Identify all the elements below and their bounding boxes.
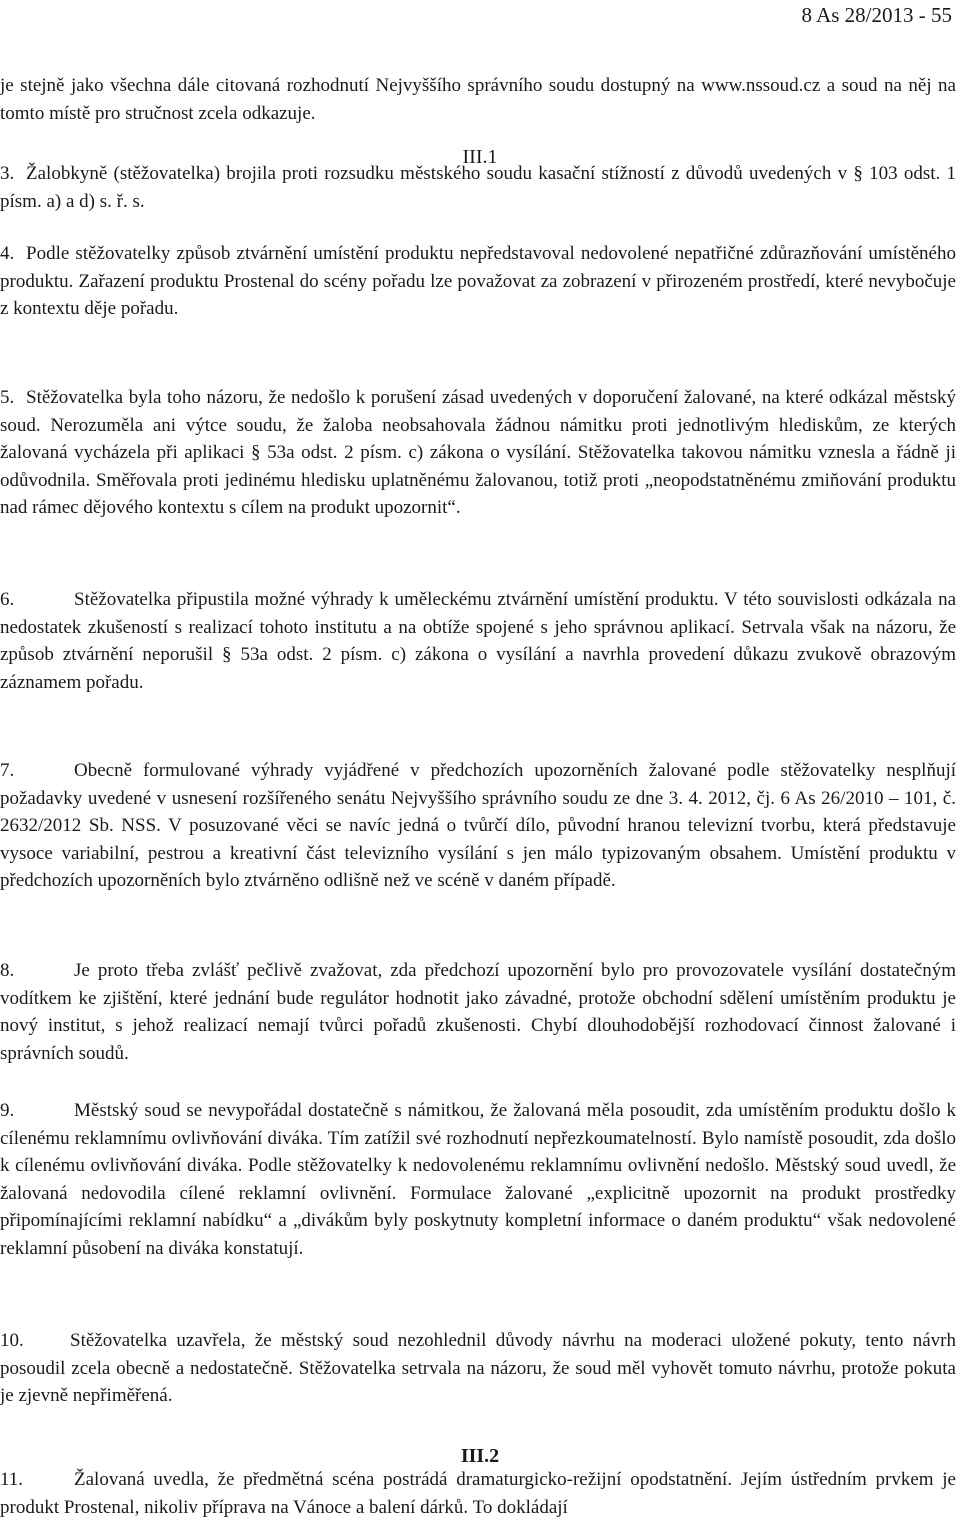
paragraph-10 bbox=[0, 1327, 956, 1410]
paragraph-number: 4. bbox=[0, 243, 15, 264]
paragraph-number: 10. bbox=[0, 1330, 24, 1351]
paragraph-number: 9. bbox=[0, 1100, 15, 1121]
paragraph-4 bbox=[0, 240, 956, 323]
paragraph-text: Stěžovatelka připustila možné výhrady k uměleckému ztvárnění umístění produktu. V této souvislosti odkázala na nedostatek zkušeností s realizací tohoto institutu a na obtíže spojené s jeho správnou aplikací. Setrvala však na názoru, že způsob ztvárnění neporušil § 53a odst. 2 písm. c) zákona o vysílání a navrhla provedení důkazu zvukově obrazovým záznamem pořadu. bbox=[0, 589, 956, 693]
paragraph-number: 5. bbox=[0, 387, 15, 408]
paragraph-text: Obecně formulované výhrady vyjádřené v předchozích upozorněních žalované podle stěžovatelky nesplňují požadavky uvedené v usnesení rozšířeného senátu Nejvyššího správního soudu ze dne 3. 4. 2012, čj. 6 As 26/2010 – 101, č. 2632/2012 Sb. NSS. V posuzované věci se navíc jedná o tvůrčí dílo, původní hranou televizní tvorbu, která představuje vysoce variabilní, pestrou a kreativní část televizního vysílání s jen málo typizovaným obsahem. Umístění produktu v předchozích upozorněních bylo ztvárněno odlišně než ve scéně v daném případě. bbox=[0, 760, 956, 891]
paragraph-8 bbox=[0, 957, 956, 1067]
case-reference: 8 As 28/2013 - 55 bbox=[801, 3, 952, 27]
paragraph-text: Je proto třeba zvlášť pečlivě zvažovat, zda předchozí upozornění bylo pro provozovatele vysílání dostatečným vodítkem ke zjištění, které jednání bude regulátor hodnotit jako závadné, protože obchodní sdělení umístěním produktu je nový institut, s jehož realizací nemají tvůrci pořadů zkušenosti. Chybí dlouhodobější rozhodovací činnost žalované i správních soudů. bbox=[0, 960, 956, 1064]
paragraph-text: Žalovaná uvedla, že předmětná scéna postrádá dramaturgicko-režijní opodstatnění. Jejím ústředním prvkem je produkt Prostenal, nikoliv příprava na Vánoce a balení dárků. To dokládají bbox=[0, 1469, 956, 1518]
paragraph-number: 8. bbox=[0, 960, 15, 981]
paragraph-number: 7. bbox=[0, 760, 15, 781]
paragraph-7 bbox=[0, 757, 956, 895]
paragraph-text: Žalobkyně (stěžovatelka) brojila proti rozsudku městského soudu kasační stížností z důvodů uvedených v § 103 odst. 1 písm. a) a d) s. ř. s. bbox=[0, 163, 956, 212]
intro-text: je stejně jako všechna dále citovaná rozhodnutí Nejvyššího správního soudu dostupný na www.nssoud.cz a soud na něj na tomto místě pro stručnost zcela odkazuje. bbox=[0, 75, 956, 124]
paragraph-6 bbox=[0, 586, 956, 696]
paragraph-3 bbox=[0, 160, 956, 215]
section-heading-iii1: III.1 bbox=[462, 146, 498, 168]
paragraph-number: 3. bbox=[0, 163, 15, 184]
section-heading-iii2: III.2 bbox=[460, 1445, 500, 1467]
paragraph-text: Podle stěžovatelky způsob ztvárnění umístění produktu nepředstavoval nedovolené nepatřičné zdůrazňování umístěného produktu. Zařazení produktu Prostenal do scény pořadu lze považovat za zobrazení v přirozeném prostředí, které nevybočuje z kontextu děje pořadu. bbox=[0, 243, 956, 319]
paragraph-text: Stěžovatelka byla toho názoru, že nedošlo k porušení zásad uvedených v doporučení žalované, na které odkázal městský soud. Nerozuměla ani výtce soudu, že žaloba neobsahovala žádnou námitku proti jednotlivým hlediskům, ze kterých žalovaná vycházela při aplikaci § 53a odst. 2 písm. c) zákona o vysílání. Stěžovatelka takovou námitku vznesla a řádně ji odůvodnila. Směřovala proti jedinému hledisku uplatněnému žalovanou, totiž proti „neopodstatněnému zmiňování produktu nad rámec dějového kontextu s cílem na produkt upozornit“. bbox=[0, 387, 956, 518]
paragraph-number: 6. bbox=[0, 589, 15, 610]
paragraph-number: 11. bbox=[0, 1469, 24, 1490]
paragraph-9 bbox=[0, 1097, 956, 1262]
paragraph-text: Městský soud se nevypořádal dostatečně s námitkou, že žalovaná měla posoudit, zda umístěním produktu došlo k cílenému reklamnímu ovlivňování diváka. Tím zatížil své rozhodnutí nepřezkoumatelností. Bylo namístě posoudit, zda došlo k cílenému ovlivňování diváka. Podle stěžovatelky k nedovolenému reklamnímu ovlivnění nedošlo. Městský soud uvedl, že žalovaná nedovodila cílené reklamní ovlivnění. Formulace žalované „explicitně upozornit na produkt prostředky připomínajícími reklamní nabídku“ a „divákům byly poskytnuty kompletní informace o daném produktu“ však nedovolené reklamní působení na diváka konstatují. bbox=[0, 1100, 956, 1259]
paragraph-text: Stěžovatelka uzavřela, že městský soud nezohlednil důvody návrhu na moderaci uložené pokuty, tento návrh posoudil zcela obecně a nedostatečně. Stěžovatelka setrvala na názoru, že soud měl vyhovět tomuto návrhu, protože pokuta je zjevně nepřiměřená. bbox=[0, 1330, 956, 1406]
intro-paragraph bbox=[0, 72, 956, 127]
paragraph-5 bbox=[0, 384, 956, 522]
paragraph-11 bbox=[0, 1466, 956, 1521]
